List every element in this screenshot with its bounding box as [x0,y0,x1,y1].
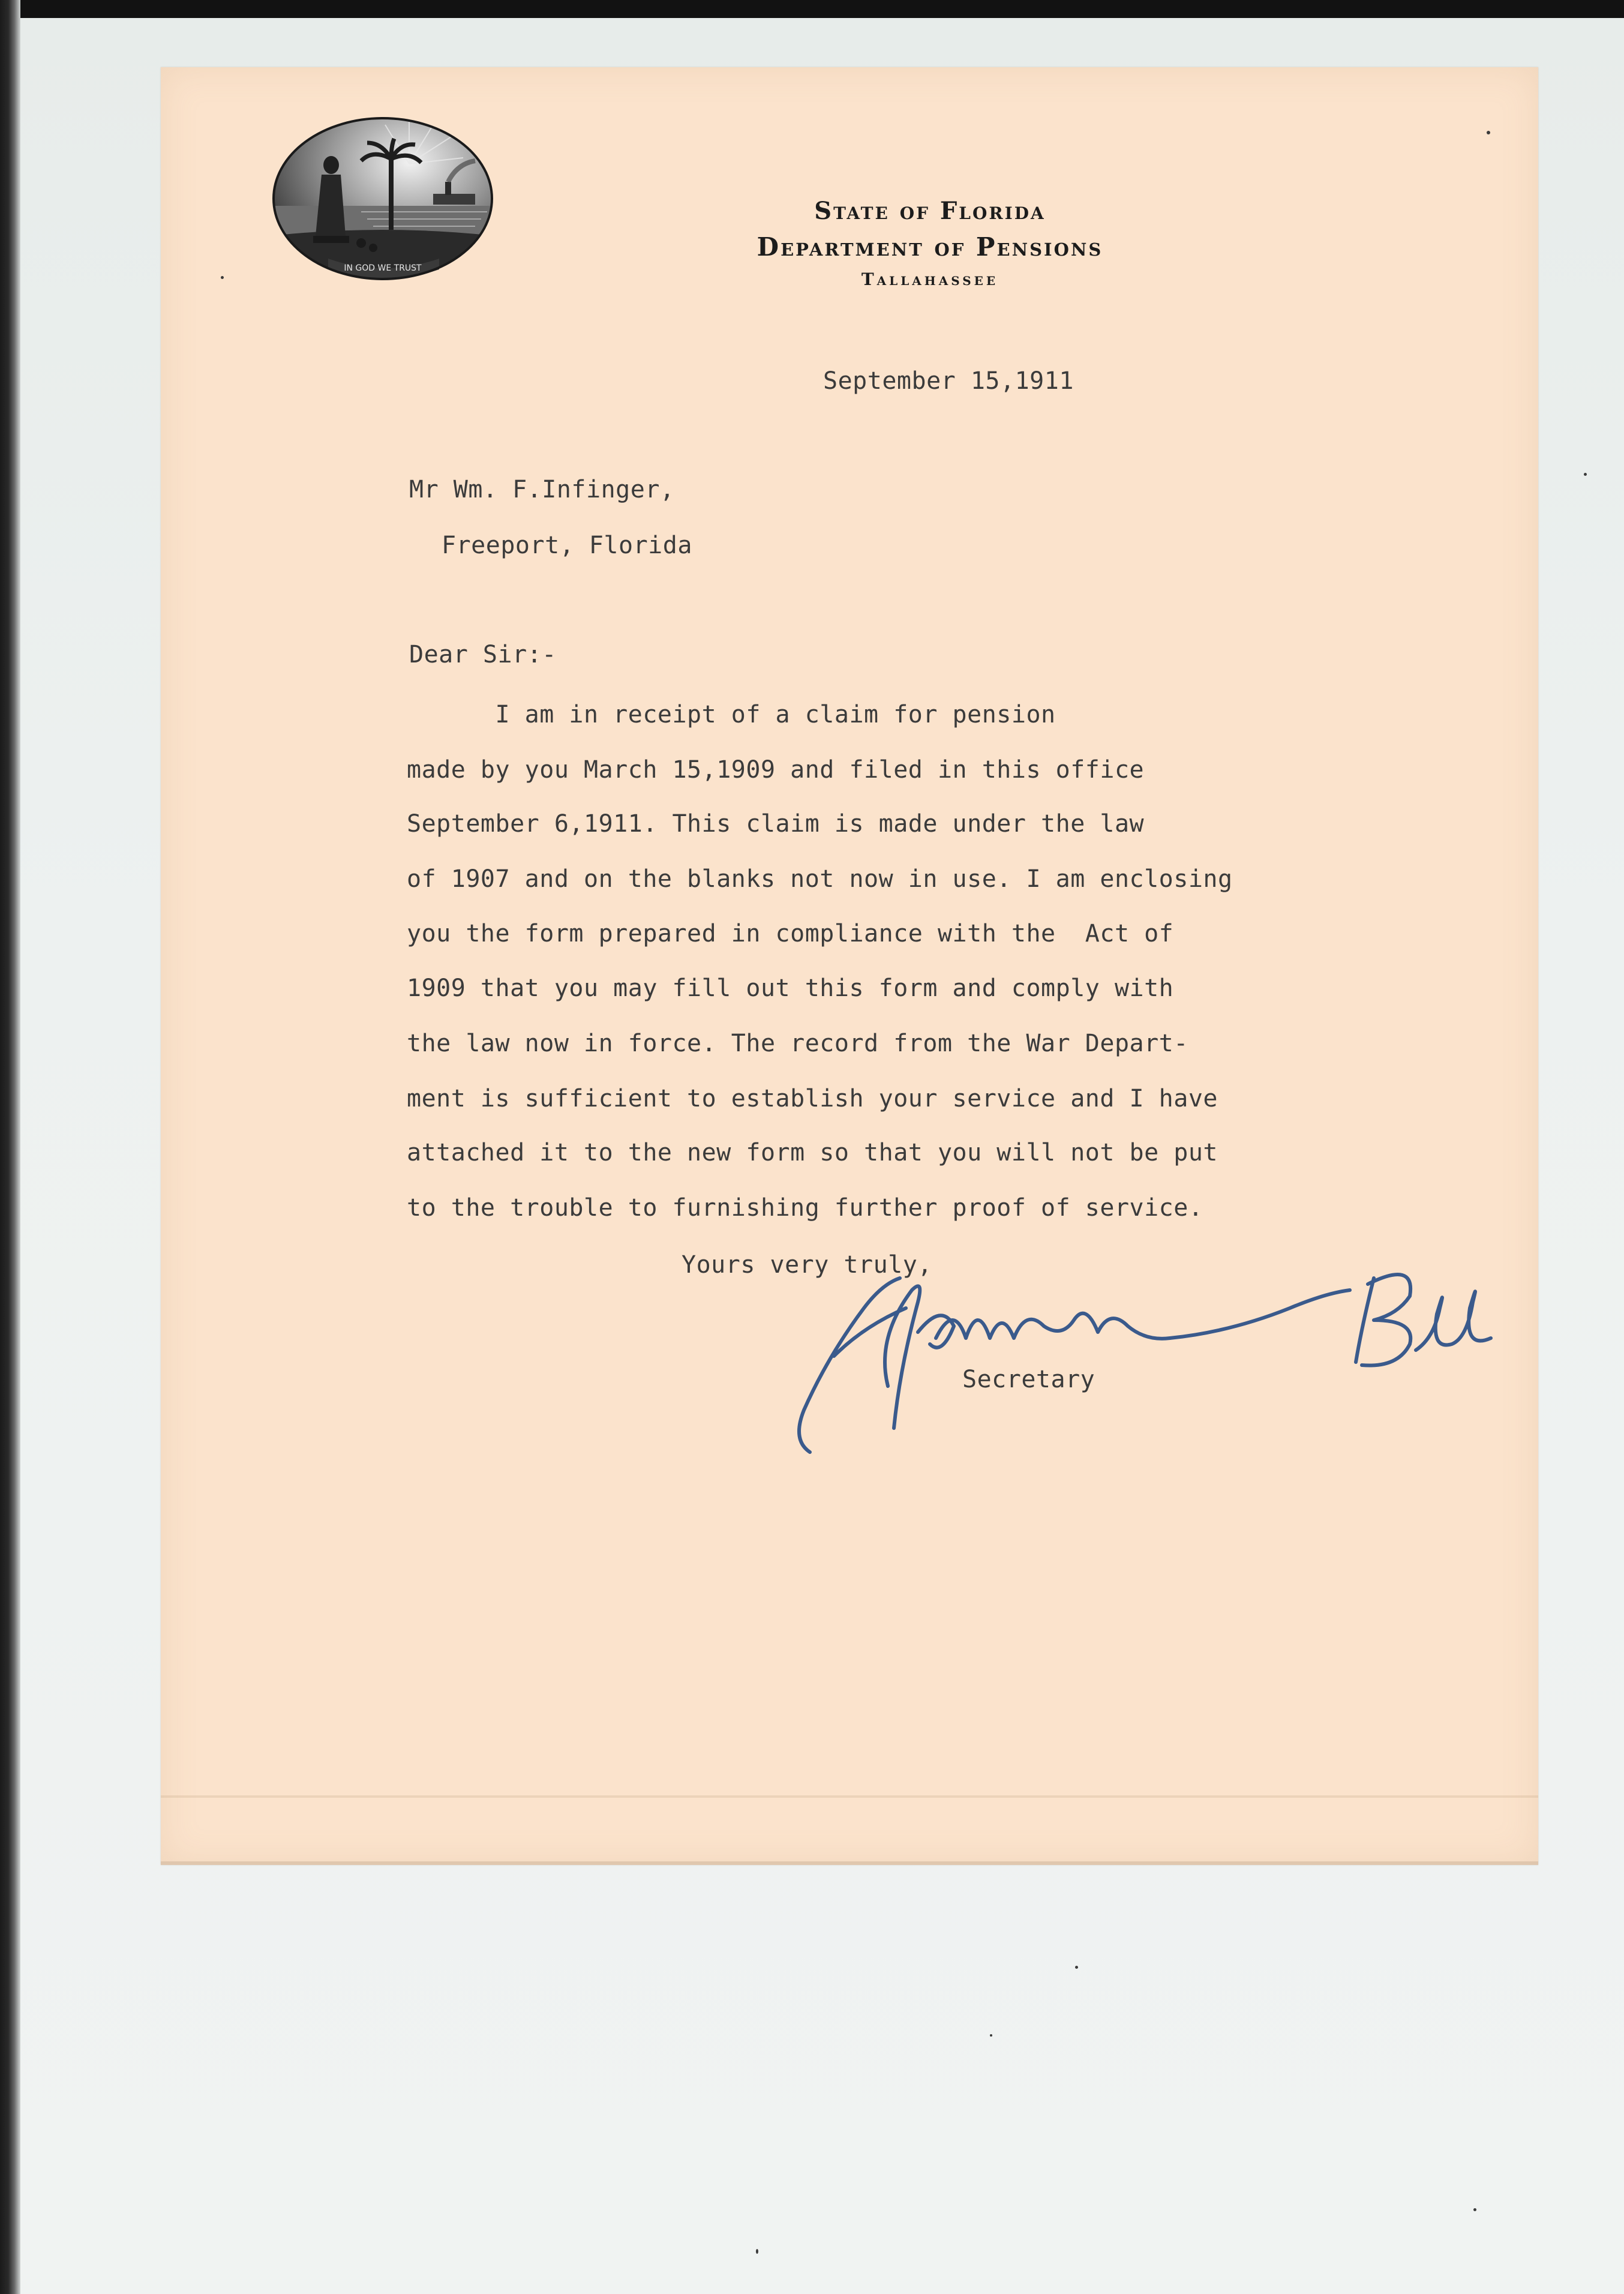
scan-speck [990,2034,992,2037]
body-line: attached it to the new form so that you will not be put [407,1139,1218,1167]
letter-paper [161,67,1538,1865]
letter-date: September 15,1911 [823,367,1074,395]
handwritten-signature [762,1236,1512,1464]
signer-title: Secretary [962,1366,1095,1393]
state-seal-icon [271,116,494,281]
paper-bottom-crease [161,1861,1538,1865]
scan-speck [1075,1966,1078,1969]
body-line: to the trouble to furnishing further proof of service. [407,1194,1203,1222]
body-line: I am in receipt of a claim for pension [407,701,1056,728]
recipient-location: Freeport, Florida [442,532,692,559]
salutation: Dear Sir:- [409,641,557,668]
body-line: you the form prepared in compliance with the Act of [407,920,1174,947]
scan-speck [1584,473,1587,476]
letterhead-city: Tallahassee [861,269,999,289]
body-line: made by you March 15,1909 and filed in this office [407,756,1145,784]
closing: Yours very truly, [682,1251,932,1279]
letterhead-department: Department of Pensions [757,232,1103,262]
seal-motto: IN GOD WE TRUST [344,263,422,273]
letterhead-state: State of Florida [814,197,1046,225]
body-line: the law now in force. The record from the War Depart- [407,1030,1188,1057]
body-line: 1909 that you may fill out this form and comply with [407,974,1174,1002]
body-line: ment is sufficient to establish your service and I have [407,1085,1218,1112]
letterhead [690,193,1170,294]
body-line: September 6,1911. This claim is made under the law [407,810,1145,838]
scanner-frame-left [0,0,20,2294]
body-line: of 1907 and on the blanks not now in use. I am enclosing [407,865,1233,893]
paper-fold-line [161,1795,1538,1798]
scan-speck [221,276,224,279]
scanner-frame-top [0,0,1624,18]
scan-speck [1473,2208,1476,2211]
scan-speck [1487,131,1490,134]
scan-speck [756,2249,758,2254]
recipient-name: Mr Wm. F.Infinger, [409,476,675,503]
